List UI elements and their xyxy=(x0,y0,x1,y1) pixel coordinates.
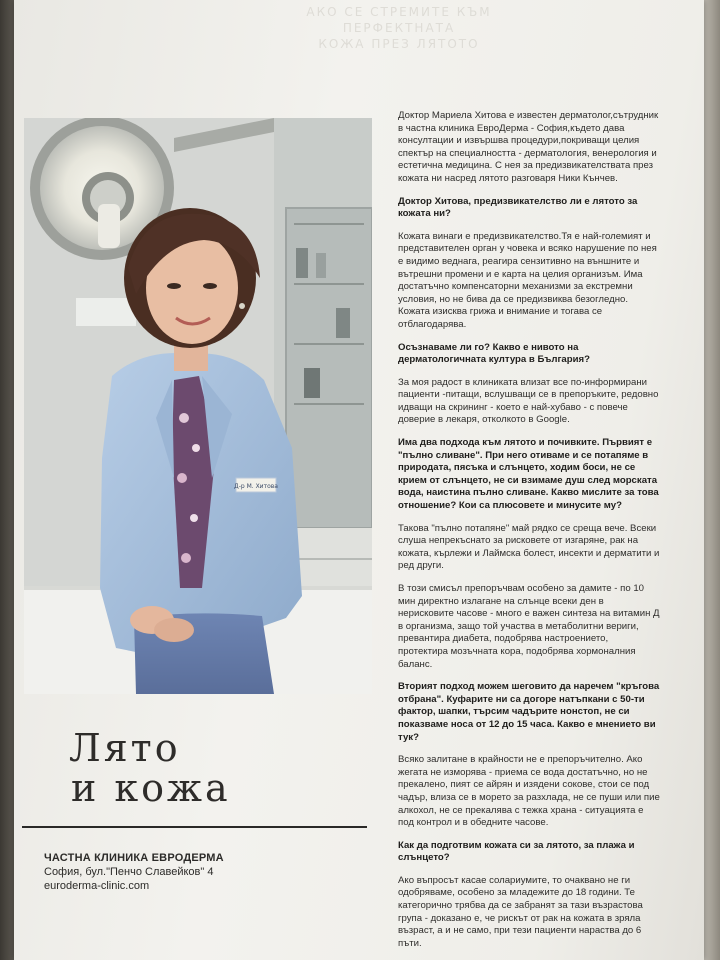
answer-1: Кожата винаги е предизвикателство.Тя е най-големият и представителен орган у човека и всяко нарушение по нея е видимо веднага, реагира сензитивно на външните и вътрешни промени и е карта на целия организъм. Има достатъчно компенсаторни механизми за екстремни условия, но не бива да се предизвиква безогледно. Кожата изисква грижа и внимание и тогава се отблагодарява. xyxy=(398,230,657,330)
question-5: Как да подготвим кожата си за лятото, за плажа и слънцето? xyxy=(398,839,635,864)
portrait-photo xyxy=(24,118,372,694)
answer-3a: Такова "пълно потапяне" май рядко се среща вече. Всеки слуша непрекъснато за рисковете от изгаряне, рак на кожата, кърлежи и Лаймска болест, инсекти и дерматити и ред други. xyxy=(398,522,660,572)
article-intro: Доктор Мариела Хитова е известен дерматолог,сътрудник в частна клиника ЕвроДерма - София,където дава консултации и извършва процедури,покриващи целия спектър на специалността - дерматология, венерология и естетична медицина. С нея за предизвикателствата през кожата ни насред лятото разговаря Ники Кънчев. xyxy=(398,110,659,184)
clinic-info xyxy=(44,851,374,893)
title-line-2: и кожа xyxy=(71,766,231,810)
answer-5: Ако въпросът касае солариумите, то очаквано не ги одобряваме, особено за младежите до 18 години. Те категорично трябва да се забранят за тази възрастова група - доказано е, че рискът от рак на кожата в зряла възраст, а и не само, при тези пациенти нараства до 6 пъти. xyxy=(398,874,643,949)
title-line-1: Лято xyxy=(69,726,181,770)
question-2: Осъзнаваме ли го? Какво е нивото на дерматологичната култура в България? xyxy=(398,341,590,366)
coat-badge: Д-р М. Хитова xyxy=(234,483,278,490)
clinic-address: София, бул."Пенчо Славейков" 4 xyxy=(44,866,214,878)
article-title xyxy=(69,728,231,808)
answer-3b: В този смисъл препоръчвам особено за дамите - по 10 мин директно излагане на слънце всеки ден в нерисковите часове - много е важен синтеза на витамин Д в организма, защо той участва в метаболитни вериги, превантира диабета, подобрява настроението, протектира мозъчната кора, подобрява хормоналния баланс. xyxy=(398,583,660,670)
article-column xyxy=(398,110,660,960)
clinic-name: ЧАСТНА КЛИНИКА ЕВРОДЕРМА xyxy=(44,852,224,864)
bleed-through-text: АКО СЕ СТРЕМИТЕ КЪМ ПЕРФЕКТНАТА КОЖА ПРЕЗ ЛЯТОТО xyxy=(306,5,492,51)
question-3: Има два подхода към лятото и почивките. Първият е "пълно сливане". При него отиваме и се потапяме в природата, пясъка и слънцето, ходим боси, не се крием от слънцето, не си взимаме душ след морската вода, наистина пълно сливане. Какво мислите за това отношение? Кои са плюсовете и минусите му? xyxy=(398,437,659,512)
question-4: Вторият подход можем шеговито да наречем "кръгова отбрана". Куфарите ни са догоре натъпкани с 50-ти фактор, шапки, търсим чадърите нонстоп, не си показваме носа от 12 до 15 часа. Какво е мнението ви тук? xyxy=(398,681,660,743)
magazine-page xyxy=(14,0,704,960)
portrait-illustration xyxy=(24,118,372,694)
divider-rule xyxy=(22,826,367,828)
question-1: Доктор Хитова, предизвикателство ли е лятото за кожата ни? xyxy=(398,195,638,220)
answer-4: Всяко залитане в крайности не е препоръчително. Ако жегата не изморява - приема се вода достатъчно, но не прекалено, пият се айрян и изядени сокове, стои се под чадър, влиза се в морето за разхлада, не се пуши или пие алкохол, не се прекалява с тежка храна - ситуацията е под контрол и в обедните часове. xyxy=(398,754,660,829)
answer-2: За моя радост в клиниката влизат все по-информирани пациенти -питащи, вслушващи се в препоръките, редовно идващи на скрининг - което е най-хубаво - с повече доверие в лекаря, отколкото в Google. xyxy=(398,376,659,426)
clinic-website: euroderma-clinic.com xyxy=(44,880,150,892)
